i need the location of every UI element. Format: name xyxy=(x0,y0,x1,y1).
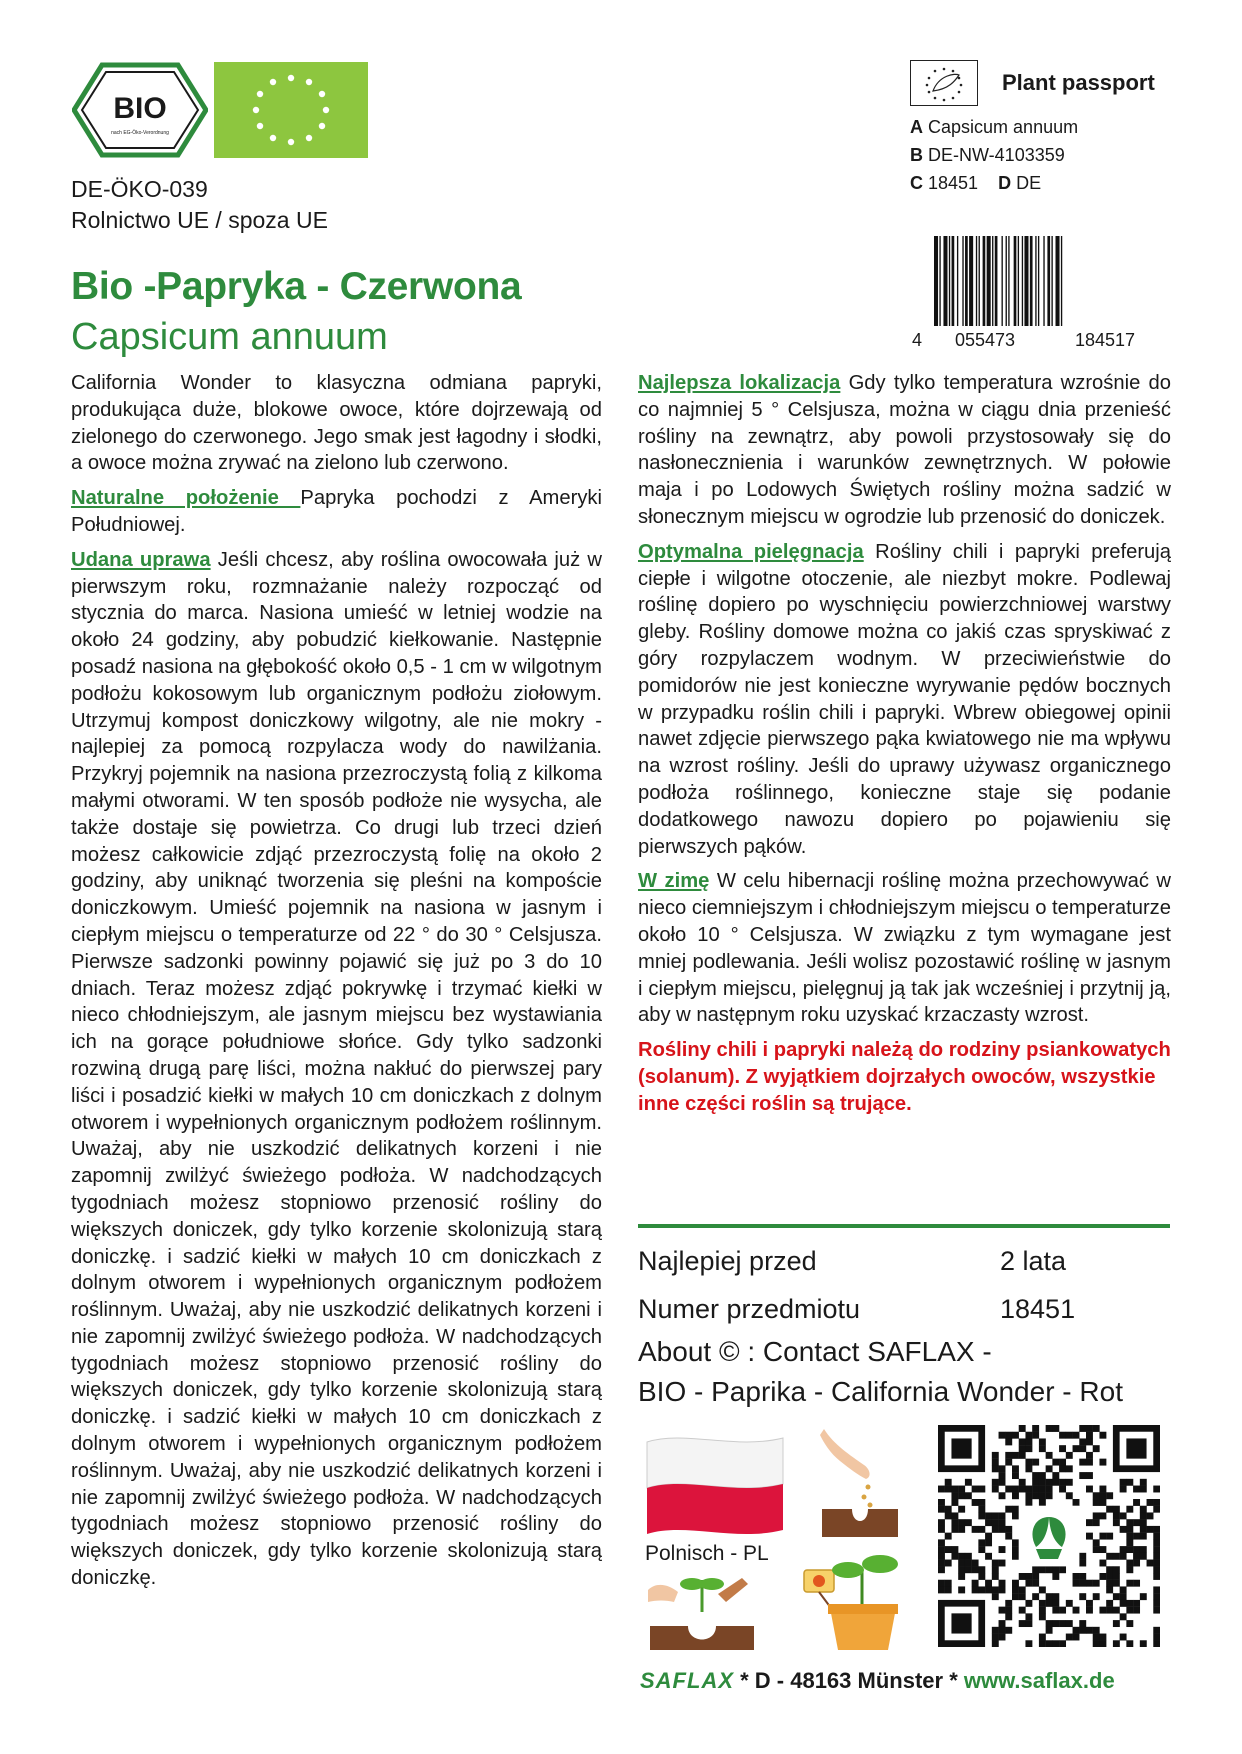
passport-b-label: B xyxy=(910,145,923,165)
potted-plant-icon xyxy=(800,1550,910,1650)
footer-url[interactable]: www.saflax.de xyxy=(963,1668,1115,1693)
certification-code: DE-ÖKO-039 xyxy=(71,176,208,202)
location-text: Gdy tylko temperatura wzrośnie do co najmniej 5 ° Celsjusza, można w ciągu dnia przenieść rośliny na zewnątrz, aby powoli przystosowały się do nasłonecznienia i warunków zewnętrznych. W połowie maja i po Lodowych Świętych rośliny można sadzić w słonecznym miejscu w ogrodzie lub przenosić do doniczek. xyxy=(638,372,1171,528)
passport-b-value: DE-NW-4103359 xyxy=(928,145,1065,165)
plant-passport-details xyxy=(910,113,1078,197)
cultivation-text: Jeśli chcesz, aby roślina owocowała już w pierwszym roku, rozmnażanie należy rozpocząć od stycznia do marca. Nasiona umieść w letniej wodzie na około 24 godziny, aby pobudzić kiełkowanie. Następnie posadź nasiona na głębokość około 0,5 - 1 cm w wilgotnym podłożu kokosowym lub organicznym podłożu ziołowym. Utrzymuj kompost doniczkowy wilgotny, ale nie mokry - najlepiej za pomocą rozpylacza wody do nawilżania. Przykryj pojemnik na nasiona przezroczystą folią z kilkoma małymi otworami. W ten sposób podłoże nie wysycha, ale także dostaje się powietrza. Co drugi lub trzeci dzień możesz całkowicie zdjąć przezroczystą folię na około 2 godziny, aby uniknąć tworzenia się pleśni na kompoście doniczkowym. Umieść pojemnik na nasiona w jasnym i ciepłym miejscu o temperaturze od 22 ° do 30 ° Celsjusza. Pierwsze sadzonki powinny pojawić się już po 3 do 10 dniach. Teraz możesz zdjąć pokrywkę i trzymać kiełki w nieco chłodniejszym, ale jasnym miejscu bez wystawiania ich na gorące południowe słońce. Gdy tylko sadzonki rozwiną drugą parę liści, można nakłuć do pierwszej pary liści i posadzić kiełki w małych 10 cm doniczkach z dolnym otworem i wypełnionych organicznym podłożem roślinnym. Uważaj, aby nie uszkodzić delikatnych korzeni i nie zapomnij zwilżyć świeżego podłoża. W nadchodzących tygodniach możesz stopniowo przenosić rośliny do większych doniczek, gdy tylko korzenie skolonizują starą doniczkę. i sadzić kiełki w małych 10 cm doniczkach z dolnym otworem i wypełnionych organicznym podłożem roślinnym. Uważaj, aby nie uszkodzić delikatnych korzeni i nie zapomnij zwilżyć świeżego podłoża. W nadchodzących tygodniach możesz stopniowo przenosić rośliny do większych doniczek, gdy tylko korzenie skolonizują starą doniczkę. i sadzić kiełki w małych 10 cm doniczkach z dolnym otworem i wypełnionych organicznym podłożem roślinnym. Uważaj, aby nie uszkodzić delikatnych korzeni i nie zapomnij zwilżyć świeżego podłoża. W nadchodzących tygodniach możesz stopniowo przenosić rośliny do większych doniczek, gdy tylko korzenie skolonizują starą doniczkę. xyxy=(71,548,603,1590)
product-latin-name: Capsicum annuum xyxy=(71,316,388,358)
eu-flag-icon xyxy=(910,60,978,106)
right-column xyxy=(638,370,1171,1126)
bio-seal-text: BIO xyxy=(113,92,167,125)
cultivation-paragraph xyxy=(71,547,602,1592)
natural-heading: Naturalne położenie xyxy=(71,487,301,510)
passport-d-label: D xyxy=(998,173,1012,193)
best-before-value: 2 lata xyxy=(1000,1246,1067,1276)
best-before-label: Najlepiej przed xyxy=(638,1246,817,1276)
bio-seal-icon xyxy=(72,62,208,158)
toxicity-warning: Rośliny chili i papryki należą do rodziny psiankowatych (solanum). Z wyjątkiem dojrzałych owoców, wszystkie inne części roślin są trujące. xyxy=(638,1039,1171,1115)
natural-text: Papryka pochodzi z Ameryki Południowej. xyxy=(71,487,602,536)
care-text: Rośliny chili i papryki preferują ciepłe i wilgotne otoczenie, ale niezbyt mokre. Podlewaj roślinę dopiero po wyschnięciu powierzchniowej warstwy gleby. Rośliny domowe można co jakiś czas spryskiwać z góry rozpylaczem wodnym. W przeciwieństwie do pomidorów nie jest konieczne wyrywanie pędów bocznych w przypadku roślin chili i papryki. Wbrew obiegowej opinii nawet zdjęcie pierwszego pąka kwiatowego nie ma wpływu na wzrost rośliny. Jeśli do uprawy używasz organicznego podłoża roślinnego, konieczne staje się podanie dodatkowego nawozu dopiero po pojawieniu się pierwszych pąków. xyxy=(638,540,1171,858)
care-heading: Optymalna pielęgnacja xyxy=(638,540,864,563)
bio-seal-caption: nach EG-Öko-Verordnung xyxy=(111,130,169,136)
certification-block xyxy=(71,174,328,236)
poland-flag-icon xyxy=(645,1432,785,1542)
product-title: Bio -Papryka - Czerwona xyxy=(71,265,522,308)
passport-c-label: C xyxy=(910,173,923,193)
location-paragraph xyxy=(638,370,1171,531)
cultivation-heading: Udana uprawa xyxy=(71,548,211,571)
sowing-icon xyxy=(820,1425,900,1537)
certification-origin: Rolnictwo UE / spoza UE xyxy=(71,207,328,233)
language-label: Polnisch - PL xyxy=(645,1542,769,1565)
winter-heading: W zimę xyxy=(638,870,710,893)
left-column xyxy=(71,370,602,1600)
intro-paragraph: California Wonder to klasyczna odmiana papryki, produkująca duże, blokowe owoce, które dojrzewają od zielonego do czerwonego. Jego smak jest łagodny i słodki, a owoce można zrywać na zielono lub czerwono. xyxy=(71,372,602,475)
barcode-group-1: 055473 xyxy=(955,330,1016,350)
eu-organic-leaf-icon xyxy=(214,62,368,158)
product-name-line: BIO - Paprika - California Wonder - Rot xyxy=(638,1376,1123,1407)
natural-paragraph xyxy=(71,485,602,539)
care-paragraph xyxy=(638,539,1171,861)
passport-c-value: 18451 xyxy=(928,173,979,193)
winter-text: W celu hibernacji roślinę można przechowywać w nieco ciemniejszym i chłodniejszym miejscu o temperaturze około 10 ° Celsjusza. W związku z tym wymagane jest mniej podlewania. Jeśli wolisz pozostawić roślinę w jasnym i ciepłym miejscu, pielęgnuj ją tak jak wcześniej i przytnij ją, aby w następnym roku uzyskać krzaczasty wzrost. xyxy=(638,870,1171,1027)
item-number-value: 18451 xyxy=(1000,1294,1076,1324)
location-heading: Najlepsza lokalizacja xyxy=(638,372,841,394)
barcode-group-2: 184517 xyxy=(1075,330,1136,350)
divider xyxy=(638,1224,1170,1228)
transplant-icon xyxy=(648,1572,756,1650)
passport-d-value: DE xyxy=(1016,173,1042,193)
footer-address: * D - 48163 Münster * xyxy=(734,1668,964,1693)
footer-brand: SAFLAX xyxy=(640,1668,734,1693)
winter-paragraph xyxy=(638,868,1171,1029)
passport-a-label: A xyxy=(910,117,923,137)
item-number-label: Numer przedmiotu xyxy=(638,1294,861,1324)
qr-code-icon xyxy=(938,1425,1160,1647)
passport-a-value: Capsicum annuum xyxy=(928,117,1079,137)
about-line: About © : Contact SAFLAX - xyxy=(638,1336,992,1367)
barcode-digit-first: 4 xyxy=(912,330,923,350)
footer xyxy=(640,1668,1115,1694)
barcode-icon xyxy=(930,236,1170,341)
plant-passport-title: Plant passport xyxy=(1002,70,1155,95)
